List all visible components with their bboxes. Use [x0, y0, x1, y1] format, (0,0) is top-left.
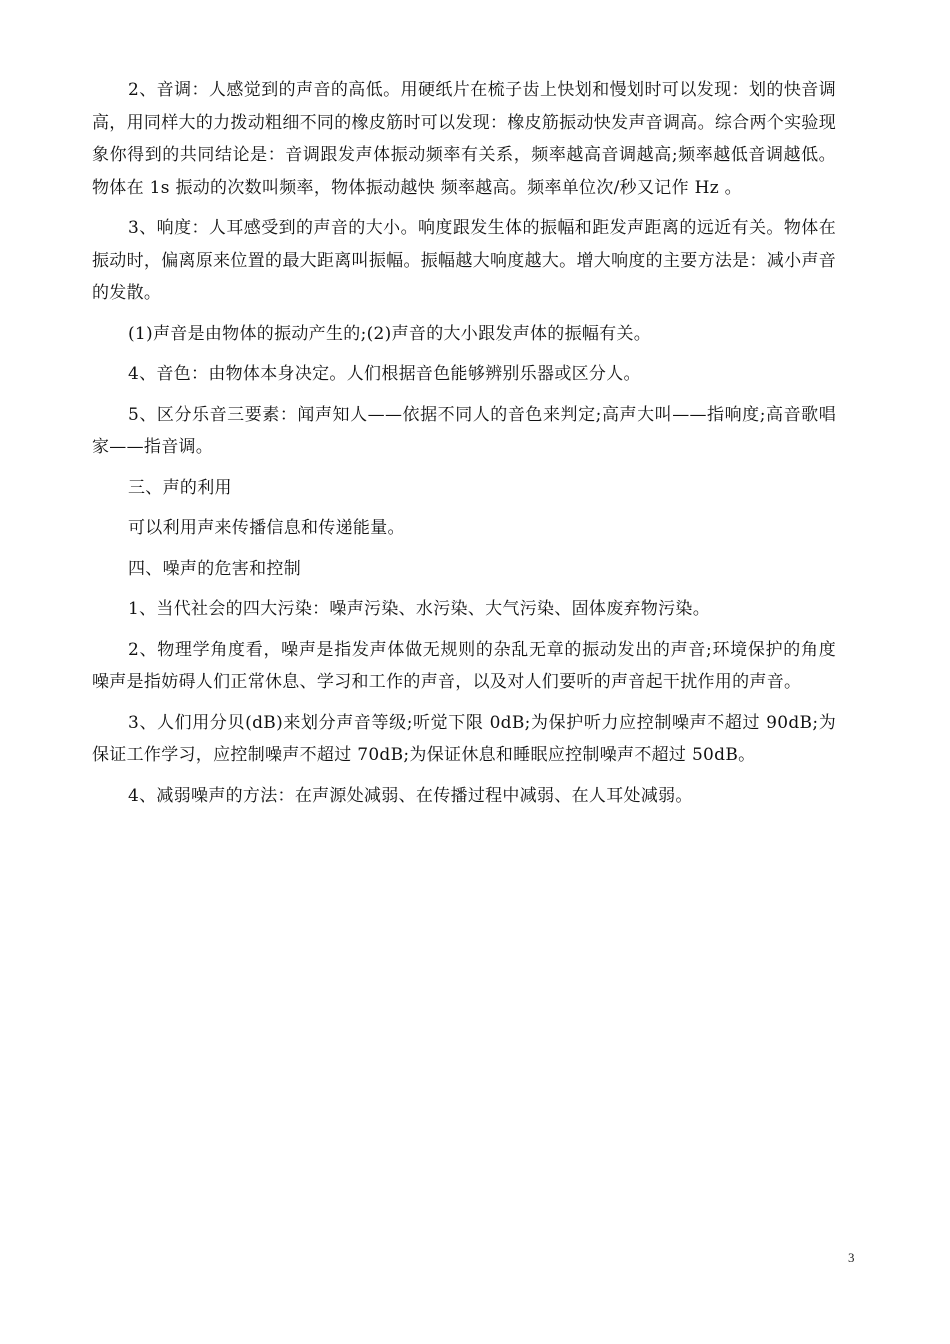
paragraph-four-pollutions: 1、当代社会的四大污染：噪声污染、水污染、大气污染、固体废弃物污染。 — [128, 599, 711, 619]
page-number: 3 — [848, 1250, 855, 1265]
section-heading-noise: 四、噪声的危害和控制 — [128, 558, 301, 579]
paragraph-loudness: 3、响度：人耳感受到的声音的大小。响度跟发生体的振幅和距发声距离的远近有关。物体在振动时，偏离原来位置的最大距离叫振幅。振幅越大响度越大。增大响度的主要方法是：减小声音的发散。 — [92, 218, 836, 303]
paragraph-noise-definition: 2、物理学角度看，噪声是指发声体做无规则的杂乱无章的振动发出的声音;环境保护的角度噪声是指妨碍人们正常休息、学习和工作的声音，以及对人们要听的声音起干扰作用的声音。 — [92, 639, 836, 692]
paragraph-pitch: 2、音调：人感觉到的声音的高低。用硬纸片在梳子齿上快划和慢划时可以发现：划的快音调高，用同样大的力拨动粗细不同的橡皮筋时可以发现：橡皮筋振动快发声音调高。综合两个实验现象你得到的共同结论是：音调跟发声体振动频率有关系，频率越高音调越高;频率越低音调越低。物体在 1s 振动的次数叫频率，物体振动越快 频率越高。频率单位次/秒又记作 Hz 。 — [92, 80, 836, 198]
paragraph-noise-reduction: 4、减弱噪声的方法：在声源处减弱、在传播过程中减弱、在人耳处减弱。 — [128, 785, 693, 806]
paragraph-uses-of-sound: 可以利用声来传播信息和传递能量。 — [128, 518, 405, 538]
paragraph-decibels: 3、人们用分贝(dB)来划分声音等级;听觉下限 0dB;为保护听力应控制噪声不超过 90dB;为保证工作学习，应控制噪声不超过 70dB;为保证休息和睡眠应控制噪声不超过 50dB。 — [92, 712, 836, 765]
paragraph-conclusions: (1)声音是由物体的振动产生的;(2)声音的大小跟发声体的振幅有关。 — [128, 323, 652, 344]
document-body — [92, 74, 836, 820]
section-heading-uses-of-sound: 三、声的利用 — [128, 477, 232, 498]
paragraph-three-elements: 5、区分乐音三要素：闻声知人——依据不同人的音色来判定;高声大叫——指响度;高音歌唱家——指音调。 — [92, 404, 836, 457]
paragraph-timbre: 4、音色：由物体本身决定。人们根据音色能够辨别乐器或区分人。 — [128, 364, 641, 384]
